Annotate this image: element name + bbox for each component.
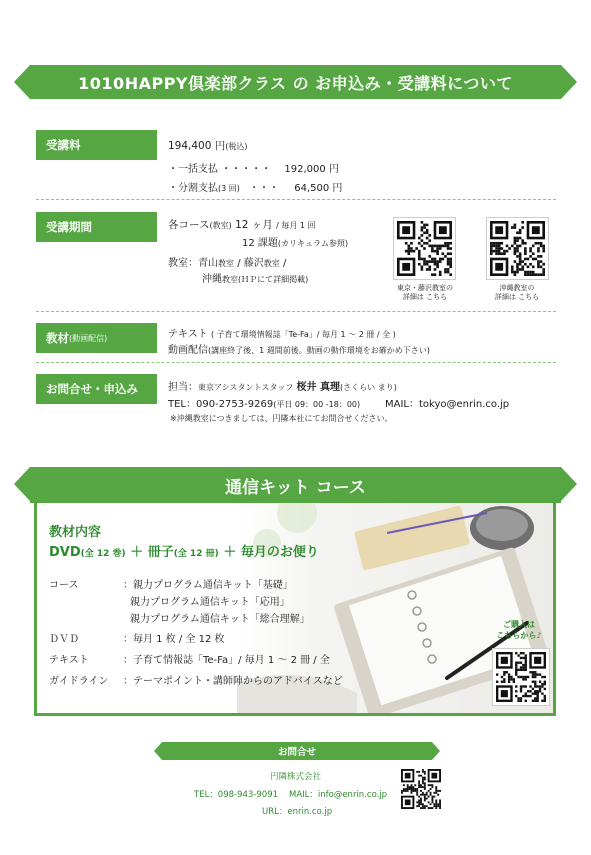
qr-code-okinawa[interactable] bbox=[486, 217, 549, 280]
period-row bbox=[36, 212, 556, 312]
material-video: 動画配信(講座終了後、1 週間前後。動画の動作環境をお確かめ下さい) bbox=[168, 345, 430, 356]
kit-course-label: コース bbox=[49, 580, 79, 591]
main-title-banner bbox=[30, 65, 561, 99]
fee-total: 194,400 円(税込) bbox=[168, 140, 248, 152]
period-classroom: 教室：青山教室 / 藤沢教室 / bbox=[168, 258, 287, 269]
period-okinawa: 沖縄教室(ＨＰにて詳細掲載) bbox=[202, 274, 309, 285]
kit-text-label: テキスト bbox=[49, 655, 89, 666]
fee-row bbox=[36, 130, 556, 200]
period-line2: 12 課題(カリキュラム参照) bbox=[242, 238, 349, 249]
fee-lump: ・一括支払 ・・・・・ 192,000 円 bbox=[168, 164, 339, 175]
qr-pattern-footer bbox=[401, 769, 441, 809]
inquiry-staff: 担当：東京アシスタントスタッフ 桜井 真理(さくらい まり) bbox=[168, 382, 397, 393]
kit-guide-value: ：テーマポイント・講師陣からのアドバイスなど bbox=[123, 676, 343, 687]
kit-course-1: ：親力プログラム通信キット「基礎」 bbox=[123, 580, 293, 591]
qr-code-purchase[interactable] bbox=[492, 648, 550, 706]
inquiry-label: お問合せ・申込み bbox=[36, 374, 157, 404]
kit-content-summary: DVD(全 12 巻) ＋ 冊子(全 12 冊) ＋ 毎月のお便り bbox=[49, 545, 319, 560]
qr-pattern-okinawa bbox=[490, 221, 545, 276]
kit-dvd-value: ：毎月 1 枚 / 全 12 枚 bbox=[123, 634, 225, 645]
kit-course-2: 親力プログラム通信キット「応用」 bbox=[130, 597, 290, 608]
material-row bbox=[36, 323, 556, 363]
kit-guide-label: ガイドライン bbox=[49, 676, 109, 687]
kit-course-3: 親力プログラム通信キット「総合理解」 bbox=[130, 614, 310, 625]
qr-code-tokyo[interactable] bbox=[393, 217, 456, 280]
qr-pattern-purchase bbox=[496, 652, 546, 702]
material-divider bbox=[36, 362, 556, 363]
fee-split: ・分割支払(3 回) ・・・ 64,500 円 bbox=[168, 183, 343, 194]
qr-caption-okinawa: 沖縄教室の 詳細は こちら bbox=[494, 284, 540, 302]
kit-dvd-label: ＤＶＤ bbox=[49, 634, 79, 645]
kit-box bbox=[34, 503, 556, 716]
kit-title: 通信キット コース bbox=[225, 477, 366, 498]
qr-caption-tokyo: 東京・藤沢教室の 詳細は こちら bbox=[397, 284, 453, 302]
footer-tel: TEL：098-943-9091 bbox=[194, 790, 279, 800]
footer-url[interactable]: URL：enrin.co.jp bbox=[262, 807, 333, 817]
kit-text-value: ：子育て情報誌「Te-Fa」/ 毎月 1 ～ 2 冊 / 全 bbox=[123, 655, 330, 666]
material-text: テキスト ( 子育て環境情報誌「Te-Fa」/ 毎月 1 ～ 2 冊 / 全 ) bbox=[168, 329, 396, 340]
period-line1: 各コース(教室) 12 ヶ月 / 毎月 1 回 bbox=[168, 219, 316, 231]
main-title: 1010HAPPY倶楽部クラス の お申込み・受講料について bbox=[78, 73, 513, 93]
fee-label: 受講料 bbox=[36, 130, 157, 160]
period-label: 受講期間 bbox=[36, 212, 157, 242]
footer-company: 円隣株式会社 bbox=[269, 772, 321, 782]
kit-title-banner bbox=[30, 467, 561, 503]
footer-contact-banner bbox=[162, 742, 432, 760]
inquiry-row bbox=[36, 374, 556, 434]
period-divider bbox=[36, 311, 556, 312]
kit-content-heading: 教材内容 bbox=[49, 525, 102, 540]
kit-purchase-caption: ご購入は こちらから♪ bbox=[496, 620, 542, 641]
footer-contact-title: お問合せ bbox=[277, 747, 316, 758]
material-label: 教材 (動画配信) bbox=[36, 323, 157, 353]
qr-code-footer[interactable] bbox=[399, 767, 443, 811]
inquiry-mail[interactable]: MAIL：tokyo@enrin.co.jp bbox=[385, 399, 510, 410]
qr-pattern-tokyo bbox=[397, 221, 452, 276]
inquiry-note: ※沖縄教室につきましては、円隣本社にてお問合せください。 bbox=[170, 414, 393, 423]
footer-mail[interactable]: MAIL：info@enrin.co.jp bbox=[289, 790, 388, 800]
fee-divider bbox=[36, 199, 556, 200]
inquiry-tel: TEL：090-2753-9269(平日 09：00 -18：00) bbox=[168, 399, 361, 410]
